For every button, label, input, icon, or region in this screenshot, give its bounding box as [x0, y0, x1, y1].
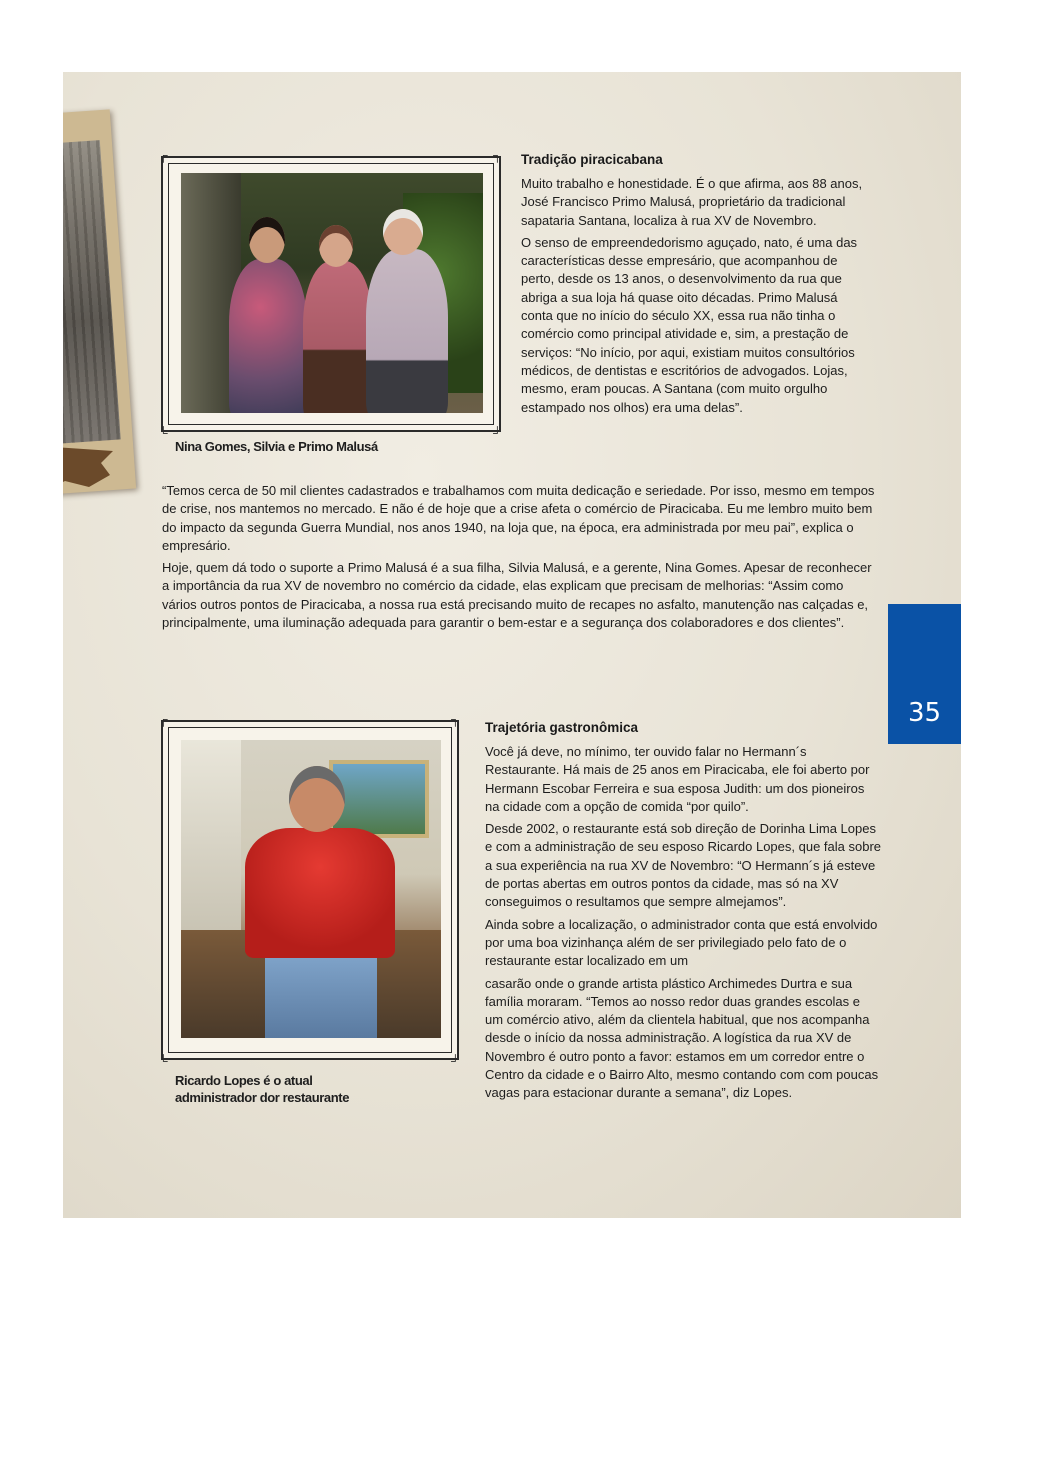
- page-number: 35: [907, 698, 942, 728]
- column-text-2: [485, 743, 881, 1107]
- full-width-text: [162, 482, 876, 636]
- paragraph: casarão onde o grande artista plástico Archimedes Durtra e sua família moraram. “Temos ao nosso redor duas grandes escolas e um comércio ativo, além da clientela habitual, que nos acompanha desde o início da nossa administração. A logística da rua XV de Novembro é outro ponto a favor: estamos em um corredor entre o Centro da cidade e o Bairro Alto, mesmo contando com com poucas vagas para estacionar durante a semana”, diz Lopes.: [485, 975, 879, 1101]
- magazine-page: [63, 72, 961, 1218]
- photo-frame-1: ┌ ┐ └ ┘: [159, 148, 502, 440]
- section-heading-1: Tradição piracicabana: [521, 152, 663, 167]
- column-text-1: [521, 175, 871, 421]
- page-number-tab: [888, 604, 961, 744]
- vintage-photo-image: [63, 140, 121, 443]
- paragraph: Hoje, quem dá todo o suporte a Primo Malusá é a sua filha, Silvia Malusá, e a gerente, Nina Gomes. Apesar de reconhecer a importância da rua XV de novembro no comércio da cidade, elas explicam que precisam de melhorias: “Assim como vários outros pontos de Piracicaba, a nossa rua está precisando muito de recapes no asfalto, manutenção nas calçadas e, principalmente, uma iluminação adequada para garantir o bem-estar e a segurança dos colaboradores e dos clientes”.: [162, 560, 872, 631]
- paragraph: “Temos cerca de 50 mil clientes cadastrados e trabalhamos com muita dedicação e seriedade. Por isso, mesmo em tempos de crise, nos mantemos no mercado. E não é de hoje que a crise afeta o comércio de Piracicaba. Eu me lembro muito bem do impacto da segunda Guerra Mundial, nos anos 1940, na loja que, na época, era administrada por meu pai”, explica o empresário.: [162, 483, 875, 553]
- section-heading-2: Trajetória gastronômica: [485, 720, 639, 735]
- photo-ricardo-lopes: [181, 740, 441, 1038]
- vintage-photo: [63, 109, 136, 494]
- paragraph: Você já deve, no mínimo, ter ouvido falar no Hermann´s Restaurante. Há mais de 25 anos em Piracicaba, ele foi aberto por Hermann Escobar Ferreira e sua esposa Judith: um dos pioneiros na cidade com a opção de comida “por quilo”.: [485, 744, 870, 814]
- paragraph: O senso de empreendedorismo aguçado, nato, é uma das características desse empresário, que acompanhou de perto, desde os 13 anos, o desenvolvimento da rua que abriga a sua loja há quase oito décadas. Primo Malusá conta que no início do século XX, essa rua não tinha o comércio como principal atividade e, sim, a prestação de serviços: “No início, por aqui, existiam muitos consultórios médicos, de dentistas e escritórios de advogados. Lojas, mesmo, eram poucas. A Santana (com muito orgulho estampado nos olhos) era uma delas”.: [521, 234, 858, 415]
- photo-malusa-family: [181, 173, 483, 413]
- photo-caption-1: Nina Gomes, Silvia e Primo Malusá: [175, 439, 378, 454]
- paragraph: Ainda sobre a localização, o administrador conta que está envolvido por uma boa vizinhança além de ser privilegiado pelo fato de o restaurante estar localizado em um: [485, 916, 878, 969]
- photo-frame-2: ┌ ┐ └ ┘: [159, 712, 460, 1068]
- photo-caption-2: Ricardo Lopes é o atual administrador dor restaurante: [175, 1073, 350, 1105]
- paragraph: Muito trabalho e honestidade. É o que afirma, aos 88 anos, José Francisco Primo Malusá, proprietário da tradicional sapataria Santana, localiza à rua XV de Novembro.: [521, 176, 863, 228]
- paragraph: Desde 2002, o restaurante está sob direção de Dorinha Lima Lopes e com a administração de seu esposo Ricardo Lopes, que fala sobre a sua experiência na rua XV de Novembro: “O Hermann´s já esteve de portas abertas em outros pontos da cidade, mas só na XV conseguimos o resultamos que sempre almejamos”.: [485, 821, 882, 910]
